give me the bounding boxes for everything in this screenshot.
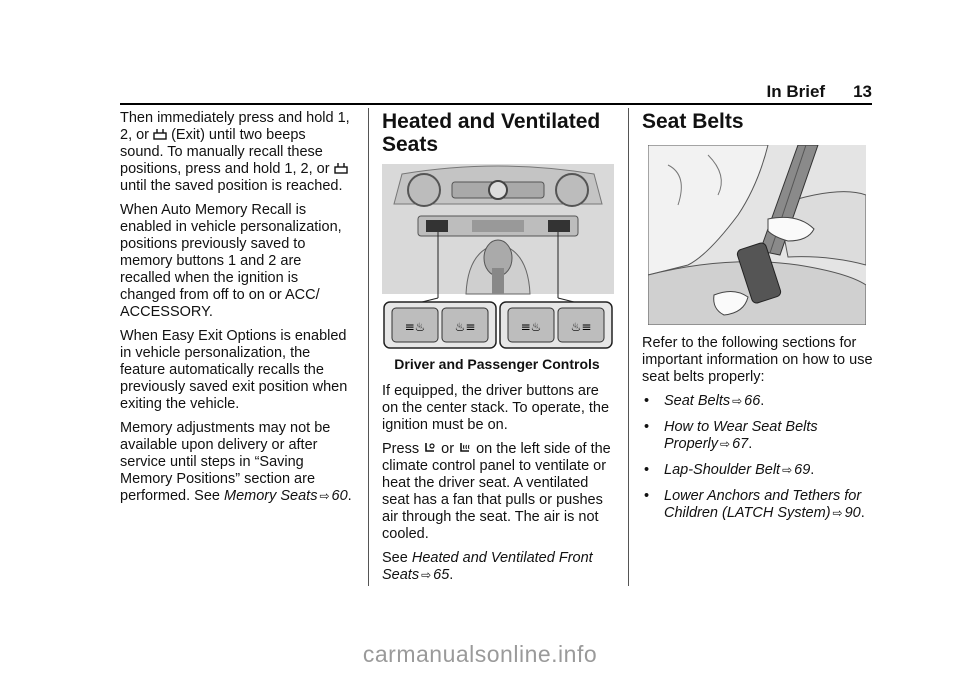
seat-belts-intro: Refer to the following sections for important information on how to use seat belts properly: [642, 335, 873, 385]
right-arrow-icon: ⇨ [421, 568, 432, 582]
page-header [767, 82, 872, 102]
memory-adjust-paragraph: Memory adjustments may not be available upon delivery or after service until steps in “Saving Memory Positions” section are performed. See Memory Seats ⇨ 60. [120, 420, 352, 504]
seat-belts-list [642, 393, 882, 522]
right-arrow-icon: ⇨ [720, 437, 731, 451]
list-item: • Lower Anchors and Tethers for Children (LATCH System) ⇨ 90. [644, 488, 865, 521]
heated-seat-icon [458, 442, 472, 454]
column-divider-1 [368, 108, 369, 586]
seat-controls-illustration [382, 164, 614, 350]
page-number: 13 [853, 82, 872, 101]
right-arrow-icon: ⇨ [732, 394, 743, 408]
memory-recall-paragraph: Then immediately press and hold 1, 2, or (Exit) until two beeps sound. To manually recall these positions, press and hold 1, 2, or until the saved position is reached. [120, 110, 350, 194]
svg-text:≡♨: ≡♨ [404, 320, 426, 334]
svg-text:♨≡: ♨≡ [454, 320, 476, 334]
list-item: • Seat Belts ⇨ 66. [644, 393, 765, 409]
wear-seat-belts-link[interactable]: How to Wear Seat Belts Properly ⇨ 67 [664, 419, 818, 452]
right-arrow-icon: ⇨ [832, 506, 843, 520]
press-paragraph: Press or on the left side of the climate control panel to ventilate or heat the driver seat. A ventilated seat has a fan that pulls or pushes air through the seat. The air is not cooled. [382, 441, 611, 542]
seat-belts-heading: Seat Belts [642, 110, 744, 133]
column-2 [382, 110, 612, 591]
right-arrow-icon: ⇨ [319, 489, 330, 503]
ventilated-seat-icon [423, 442, 437, 454]
auto-memory-paragraph: When Auto Memory Recall is enabled in vehicle personalization, positions previously saved to memory buttons 1 and 2 are recalled when the ignition is changed from off to on or ACC/ ACCESSORY. [120, 202, 342, 320]
driver-buttons-paragraph: If equipped, the driver buttons are on the center stack. To operate, the ignition must be on. [382, 383, 610, 433]
latch-system-link[interactable]: Lower Anchors and Tethers for Children (LATCH System) ⇨ 90 [664, 488, 862, 521]
see-paragraph: See Heated and Ventilated Front Seats ⇨ 65. [382, 550, 593, 583]
seat-belts-link[interactable]: Seat Belts ⇨ 66 [664, 393, 761, 409]
seat-belt-illustration [648, 145, 866, 325]
heated-ventilated-seats-link[interactable]: Heated and Ventilated Front Seats ⇨ 65 [382, 550, 593, 583]
column-1 [120, 110, 352, 512]
heated-seats-heading: Heated and Ventilated Seats [382, 110, 601, 156]
section-title: In Brief [766, 82, 826, 101]
exit-seat-icon [334, 162, 348, 174]
column-3 [642, 110, 882, 531]
figure-caption: Driver and Passenger Controls [394, 356, 600, 372]
svg-text:♨≡: ♨≡ [570, 320, 592, 334]
column-divider-2 [628, 108, 629, 586]
watermark: carmanualsonline.info [362, 641, 598, 667]
list-item: • How to Wear Seat Belts Properly ⇨ 67. [644, 419, 818, 452]
easy-exit-paragraph: When Easy Exit Options is enabled in vehicle personalization, the feature automatically recalls the previously saved exit position when exiting the vehicle. [120, 328, 348, 412]
lap-shoulder-belt-link[interactable]: Lap-Shoulder Belt ⇨ 69 [664, 462, 811, 478]
header-rule [120, 103, 872, 105]
list-item: • Lap-Shoulder Belt ⇨ 69. [644, 462, 815, 478]
svg-text:≡♨: ≡♨ [520, 320, 542, 334]
right-arrow-icon: ⇨ [782, 463, 793, 477]
memory-seats-link[interactable]: Memory Seats ⇨ 60 [223, 488, 348, 504]
exit-seat-icon [153, 128, 167, 140]
